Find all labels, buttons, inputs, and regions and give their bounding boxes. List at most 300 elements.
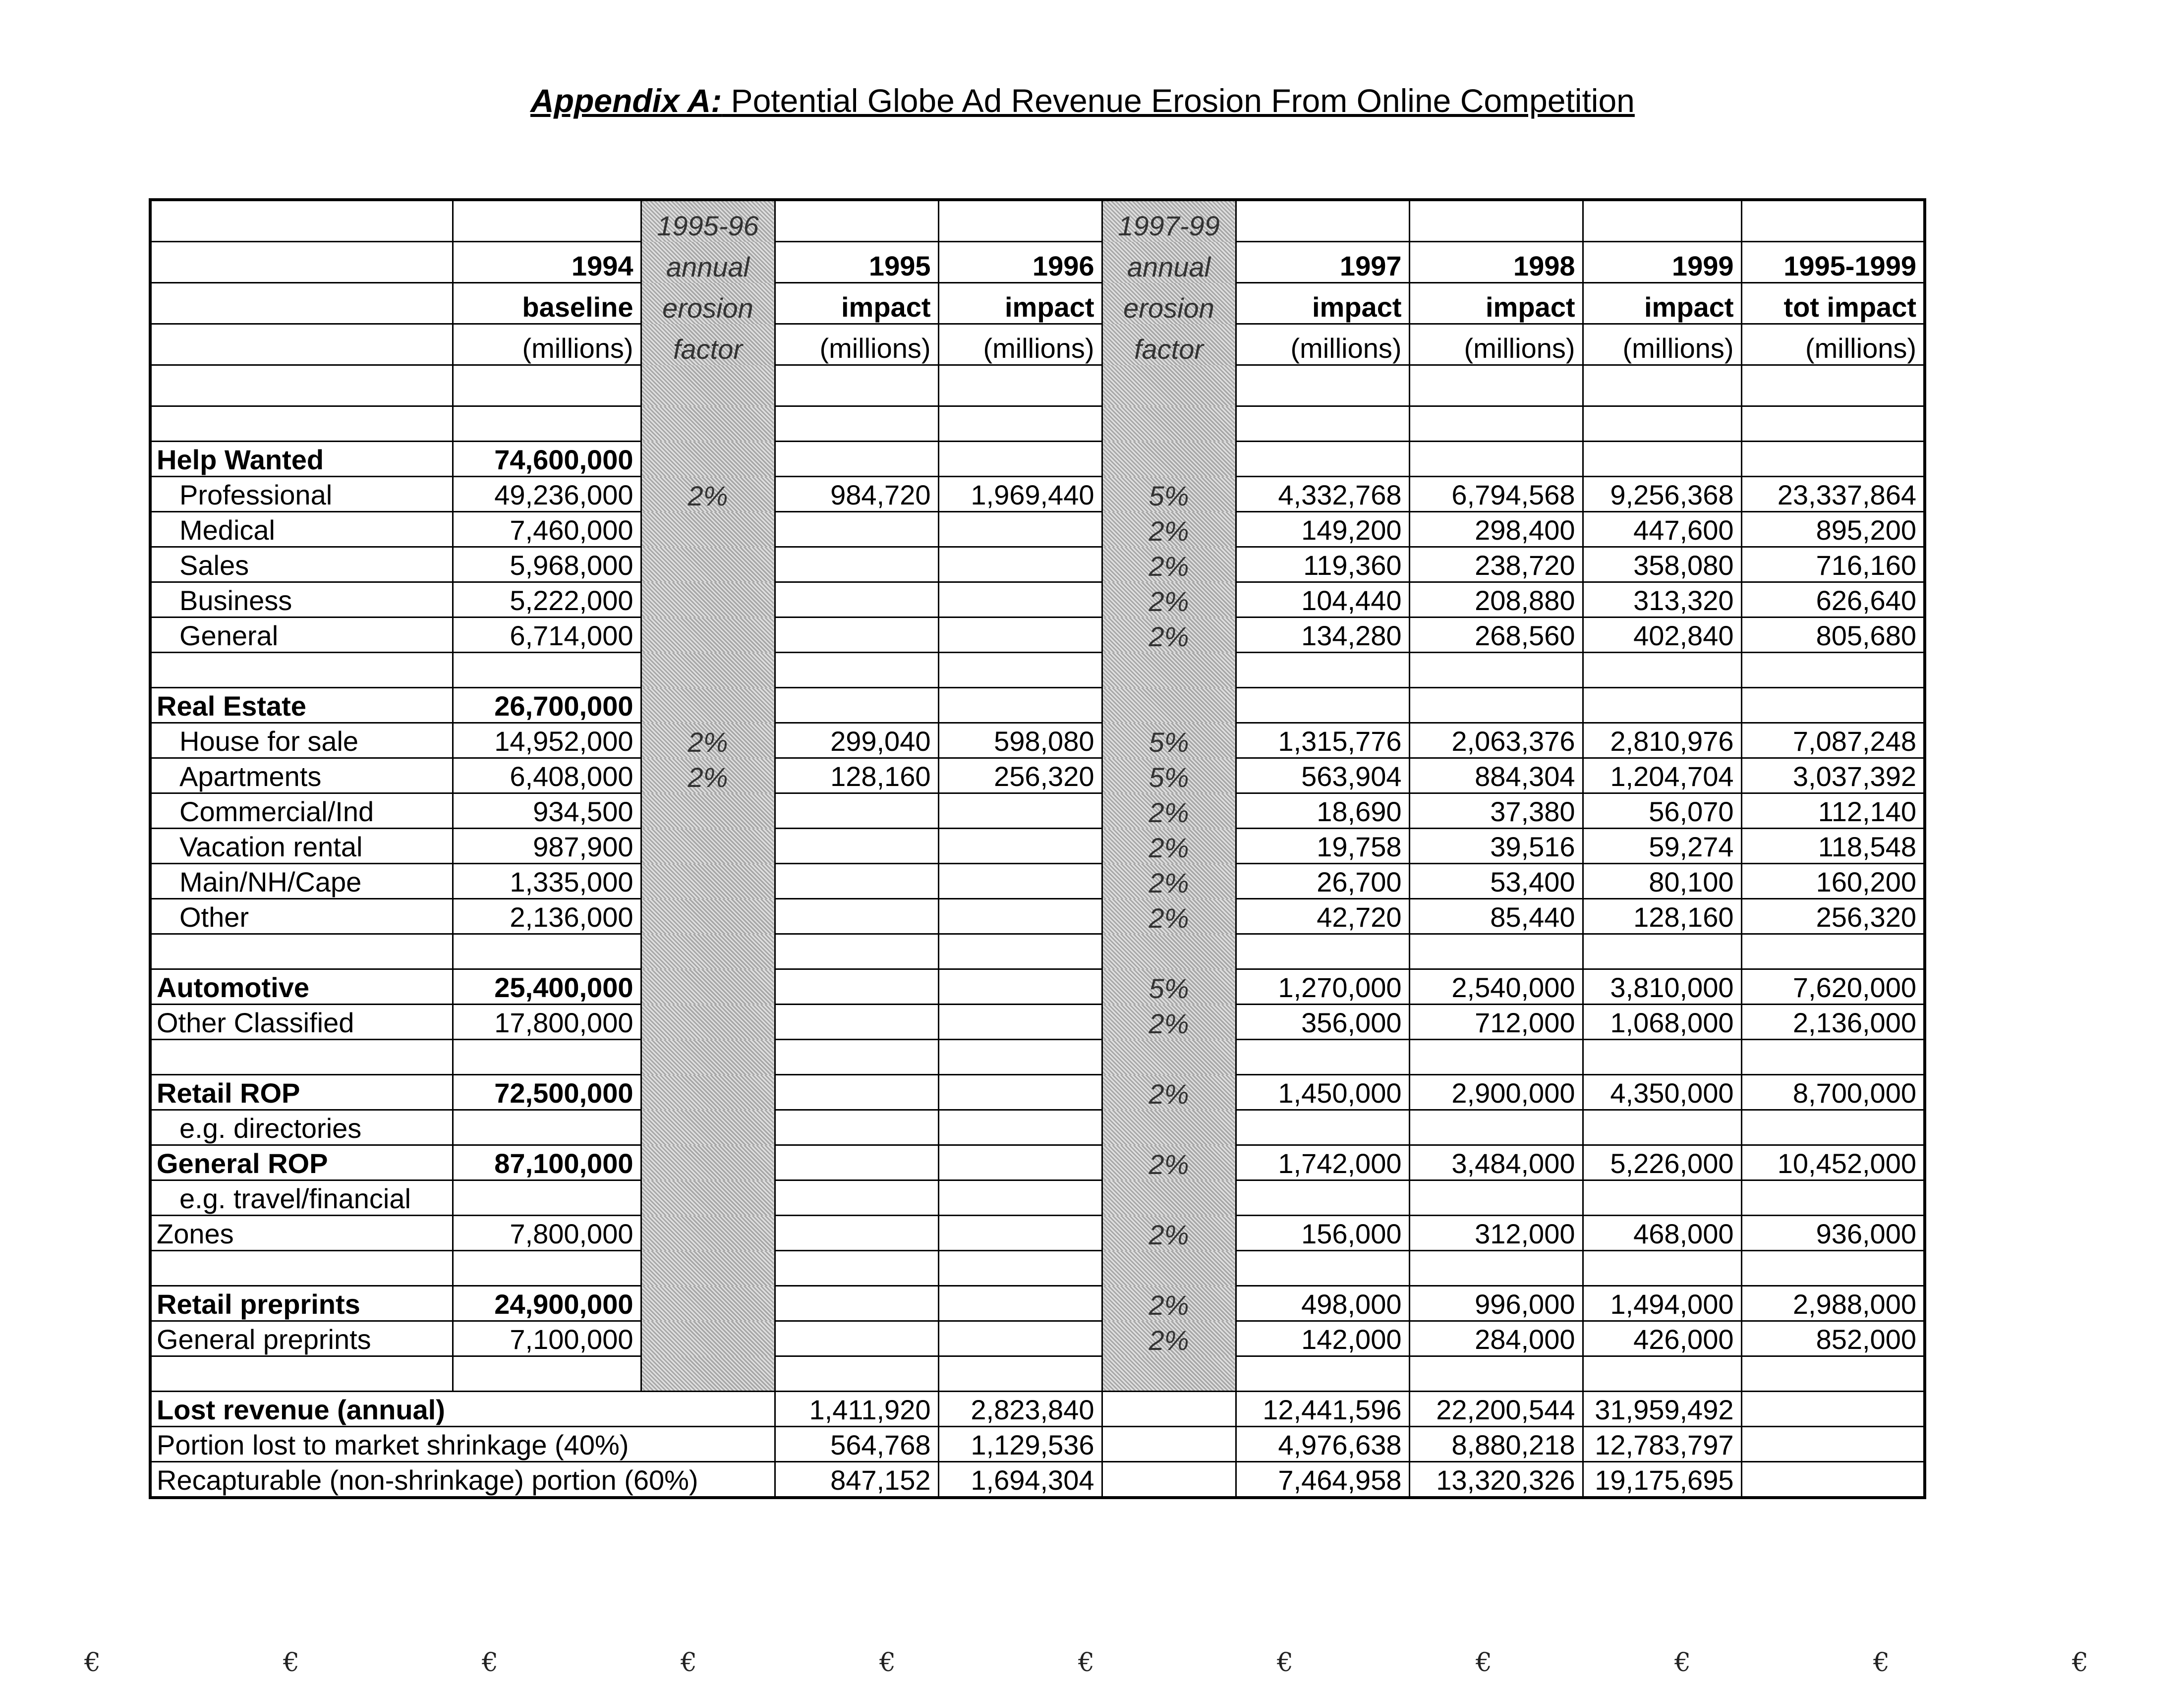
value-cell	[453, 1110, 641, 1145]
header-row	[150, 365, 1925, 406]
summary-value: 8,880,218	[1409, 1427, 1583, 1462]
value-cell: 42,720	[1236, 899, 1409, 934]
value-cell	[775, 512, 938, 547]
value-cell: 7,460,000	[453, 512, 641, 547]
value-cell: 1,204,704	[1583, 758, 1741, 793]
column-header: 1998	[1409, 242, 1583, 283]
erosion-factor-cell	[641, 1145, 775, 1180]
value-cell: 1,335,000	[453, 864, 641, 899]
empty-cell	[1583, 1356, 1741, 1392]
summary-value	[1741, 1392, 1925, 1427]
margin-mark: €	[879, 1648, 896, 1678]
value-cell: 9,256,368	[1583, 477, 1741, 512]
value-cell: 2,900,000	[1409, 1075, 1583, 1110]
column-header: (millions)	[453, 324, 641, 365]
table-row	[150, 1145, 1925, 1180]
title-lead: Appendix A:	[530, 82, 722, 119]
value-cell: 119,360	[1236, 547, 1409, 582]
value-cell: 80,100	[1583, 864, 1741, 899]
empty-cell	[938, 1040, 1102, 1075]
value-cell: 8,700,000	[1741, 1075, 1925, 1110]
value-cell: 852,000	[1741, 1321, 1925, 1356]
value-cell: 312,000	[1409, 1216, 1583, 1251]
erosion-factor-cell	[641, 899, 775, 934]
value-cell: 74,600,000	[453, 442, 641, 477]
value-cell	[1583, 1180, 1741, 1216]
header-row	[150, 200, 1925, 242]
row-label: Other Classified	[150, 1005, 453, 1040]
value-cell: 72,500,000	[453, 1075, 641, 1110]
row-label: e.g. travel/financial	[150, 1180, 453, 1216]
table-row	[150, 1005, 1925, 1040]
erosion-factor-cell	[1102, 1040, 1236, 1075]
erosion-factor-cell: 2%	[641, 758, 775, 793]
margin-mark: €	[283, 1648, 300, 1678]
erosion-factor-cell	[641, 793, 775, 829]
summary-row	[150, 1392, 1925, 1427]
erosion-factor-header: annual	[641, 242, 775, 283]
value-cell: 160,200	[1741, 864, 1925, 899]
row-label: Vacation rental	[150, 829, 453, 864]
column-header: (millions)	[1583, 324, 1741, 365]
value-cell: 7,800,000	[453, 1216, 641, 1251]
erosion-factor-cell	[641, 1286, 775, 1321]
summary-value: 2,823,840	[938, 1392, 1102, 1427]
summary-value: 1,129,536	[938, 1427, 1102, 1462]
value-cell	[775, 1145, 938, 1180]
erosion-factor-cell: 2%	[641, 723, 775, 758]
value-cell: 2,063,376	[1409, 723, 1583, 758]
summary-value: 13,320,326	[1409, 1462, 1583, 1498]
margin-mark: €	[1476, 1648, 1493, 1678]
value-cell	[775, 1321, 938, 1356]
empty-cell	[775, 1356, 938, 1392]
value-cell	[938, 899, 1102, 934]
column-header	[1583, 200, 1741, 242]
value-cell: 53,400	[1409, 864, 1583, 899]
summary-value	[1741, 1427, 1925, 1462]
column-header: impact	[938, 283, 1102, 324]
erosion-factor-header: annual	[1102, 242, 1236, 283]
empty-cell	[1583, 406, 1741, 442]
value-cell	[775, 442, 938, 477]
value-cell	[938, 793, 1102, 829]
column-header: baseline	[453, 283, 641, 324]
value-cell	[938, 829, 1102, 864]
column-header	[775, 365, 938, 406]
value-cell: 17,800,000	[453, 1005, 641, 1040]
column-header	[1409, 365, 1583, 406]
row-label: Main/NH/Cape	[150, 864, 453, 899]
column-header	[453, 365, 641, 406]
erosion-factor-cell: 2%	[641, 477, 775, 512]
spacer-row	[150, 406, 1925, 442]
value-cell: 118,548	[1741, 829, 1925, 864]
summary-row	[150, 1427, 1925, 1462]
erosion-factor-cell	[641, 1075, 775, 1110]
empty-cell	[1741, 653, 1925, 688]
row-label: Commercial/Ind	[150, 793, 453, 829]
summary-value: 19,175,695	[1583, 1462, 1741, 1498]
erosion-factor-header	[641, 365, 775, 406]
erosion-factor-cell: 2%	[1102, 582, 1236, 617]
column-header: 1999	[1583, 242, 1741, 283]
value-cell: 256,320	[1741, 899, 1925, 934]
table-row	[150, 1216, 1925, 1251]
value-cell	[938, 1005, 1102, 1040]
value-cell: 996,000	[1409, 1286, 1583, 1321]
value-cell	[775, 829, 938, 864]
value-cell: 298,400	[1409, 512, 1583, 547]
value-cell	[938, 582, 1102, 617]
erosion-factor-cell	[641, 512, 775, 547]
empty-cell	[775, 934, 938, 969]
column-header: impact	[1409, 283, 1583, 324]
empty-cell	[1741, 1040, 1925, 1075]
margin-mark: €	[1674, 1648, 1691, 1678]
table-row	[150, 1180, 1925, 1216]
value-cell	[775, 864, 938, 899]
value-cell: 87,100,000	[453, 1145, 641, 1180]
table-row	[150, 864, 1925, 899]
column-header	[775, 200, 938, 242]
value-cell: 358,080	[1583, 547, 1741, 582]
erosion-factor-cell: 5%	[1102, 723, 1236, 758]
value-cell: 128,160	[1583, 899, 1741, 934]
value-cell: 134,280	[1236, 617, 1409, 653]
value-cell	[938, 512, 1102, 547]
value-cell: 1,494,000	[1583, 1286, 1741, 1321]
value-cell	[1409, 688, 1583, 723]
value-cell	[775, 899, 938, 934]
row-label: Other	[150, 899, 453, 934]
empty-cell	[775, 1251, 938, 1286]
value-cell: 6,408,000	[453, 758, 641, 793]
value-cell: 987,900	[453, 829, 641, 864]
value-cell: 24,900,000	[453, 1286, 641, 1321]
empty-cell	[775, 406, 938, 442]
erosion-factor-cell: 2%	[1102, 864, 1236, 899]
header-blank	[150, 200, 453, 242]
value-cell: 299,040	[775, 723, 938, 758]
value-cell: 3,484,000	[1409, 1145, 1583, 1180]
header-blank	[150, 283, 453, 324]
value-cell: 1,450,000	[1236, 1075, 1409, 1110]
value-cell: 23,337,864	[1741, 477, 1925, 512]
value-cell: 447,600	[1583, 512, 1741, 547]
value-cell	[775, 617, 938, 653]
empty-cell	[453, 1251, 641, 1286]
value-cell: 936,000	[1741, 1216, 1925, 1251]
erosion-factor-header: factor	[641, 324, 775, 365]
erosion-factor-header: 1997-99	[1102, 200, 1236, 242]
erosion-factor-cell	[1102, 406, 1236, 442]
value-cell: 2,136,000	[453, 899, 641, 934]
empty-cell	[938, 406, 1102, 442]
value-cell	[938, 1110, 1102, 1145]
value-cell: 895,200	[1741, 512, 1925, 547]
value-cell: 934,500	[453, 793, 641, 829]
empty-cell	[150, 1356, 453, 1392]
summary-value: 847,152	[775, 1462, 938, 1498]
erosion-factor-header: erosion	[1102, 283, 1236, 324]
empty-cell	[453, 934, 641, 969]
erosion-factor-cell: 2%	[1102, 512, 1236, 547]
empty-cell	[1236, 1251, 1409, 1286]
value-cell	[938, 969, 1102, 1005]
summary-value: 12,783,797	[1583, 1427, 1741, 1462]
value-cell	[453, 1180, 641, 1216]
erosion-factor-cell: 2%	[1102, 1075, 1236, 1110]
value-cell	[1409, 1110, 1583, 1145]
table-row	[150, 442, 1925, 477]
erosion-factor-cell	[641, 1356, 775, 1392]
empty-cell	[1102, 1462, 1236, 1498]
erosion-factor-cell	[641, 1180, 775, 1216]
erosion-factor-cell: 2%	[1102, 1145, 1236, 1180]
value-cell: 268,560	[1409, 617, 1583, 653]
value-cell: 26,700	[1236, 864, 1409, 899]
empty-cell	[1102, 1392, 1236, 1427]
empty-cell	[150, 653, 453, 688]
column-header: 1996	[938, 242, 1102, 283]
row-label: General preprints	[150, 1321, 453, 1356]
row-label: Automotive	[150, 969, 453, 1005]
row-label: Zones	[150, 1216, 453, 1251]
value-cell: 356,000	[1236, 1005, 1409, 1040]
erosion-factor-cell	[1102, 1251, 1236, 1286]
erosion-factor-cell	[641, 1110, 775, 1145]
value-cell	[775, 582, 938, 617]
spacer-row	[150, 934, 1925, 969]
table-row	[150, 1286, 1925, 1321]
empty-cell	[1741, 934, 1925, 969]
empty-cell	[938, 1356, 1102, 1392]
value-cell: 712,000	[1409, 1005, 1583, 1040]
value-cell: 1,270,000	[1236, 969, 1409, 1005]
empty-cell	[1236, 1356, 1409, 1392]
empty-cell	[938, 1251, 1102, 1286]
row-label: Professional	[150, 477, 453, 512]
summary-value: 564,768	[775, 1427, 938, 1462]
value-cell	[1583, 1110, 1741, 1145]
empty-cell	[1236, 934, 1409, 969]
column-header: 1995-1999	[1741, 242, 1925, 283]
row-label: Sales	[150, 547, 453, 582]
erosion-factor-cell	[641, 1216, 775, 1251]
table-row	[150, 477, 1925, 512]
value-cell	[775, 1180, 938, 1216]
row-label: Apartments	[150, 758, 453, 793]
value-cell	[1236, 1110, 1409, 1145]
value-cell	[1583, 442, 1741, 477]
erosion-factor-cell	[1102, 934, 1236, 969]
erosion-factor-cell: 2%	[1102, 829, 1236, 864]
margin-mark: €	[1078, 1648, 1095, 1678]
table-row	[150, 1110, 1925, 1145]
empty-cell	[150, 1040, 453, 1075]
value-cell	[1741, 688, 1925, 723]
header-blank	[150, 242, 453, 283]
empty-cell	[1583, 653, 1741, 688]
value-cell: 598,080	[938, 723, 1102, 758]
value-cell	[775, 969, 938, 1005]
value-cell: 1,742,000	[1236, 1145, 1409, 1180]
erosion-factor-cell	[641, 1040, 775, 1075]
summary-value: 1,411,920	[775, 1392, 938, 1427]
value-cell: 156,000	[1236, 1216, 1409, 1251]
empty-cell	[1409, 934, 1583, 969]
value-cell: 208,880	[1409, 582, 1583, 617]
erosion-factor-cell	[641, 934, 775, 969]
value-cell: 3,810,000	[1583, 969, 1741, 1005]
row-label: e.g. directories	[150, 1110, 453, 1145]
value-cell: 884,304	[1409, 758, 1583, 793]
erosion-factor-cell	[641, 1005, 775, 1040]
value-cell: 7,087,248	[1741, 723, 1925, 758]
column-header: 1994	[453, 242, 641, 283]
erosion-factor-cell: 2%	[1102, 547, 1236, 582]
erosion-factor-cell	[641, 1251, 775, 1286]
value-cell: 39,516	[1409, 829, 1583, 864]
empty-cell	[775, 1040, 938, 1075]
margin-mark: €	[681, 1648, 697, 1678]
margin-mark: €	[84, 1648, 101, 1678]
erosion-factor-cell	[641, 829, 775, 864]
empty-cell	[1583, 1040, 1741, 1075]
erosion-factor-cell	[1102, 442, 1236, 477]
empty-cell	[1409, 1040, 1583, 1075]
erosion-factor-header: erosion	[641, 283, 775, 324]
spacer-row	[150, 1040, 1925, 1075]
table-row	[150, 547, 1925, 582]
value-cell	[938, 688, 1102, 723]
value-cell: 284,000	[1409, 1321, 1583, 1356]
value-cell: 37,380	[1409, 793, 1583, 829]
value-cell: 626,640	[1741, 582, 1925, 617]
column-header: impact	[775, 283, 938, 324]
erosion-factor-cell	[641, 582, 775, 617]
value-cell: 10,452,000	[1741, 1145, 1925, 1180]
title-text: Potential Globe Ad Revenue Erosion From Online Competition	[731, 82, 1635, 119]
column-header	[1409, 200, 1583, 242]
column-header: (millions)	[1409, 324, 1583, 365]
empty-cell	[150, 1251, 453, 1286]
value-cell: 56,070	[1583, 793, 1741, 829]
column-header: impact	[1236, 283, 1409, 324]
empty-cell	[453, 406, 641, 442]
margin-mark: €	[1277, 1648, 1294, 1678]
erosion-factor-cell	[641, 406, 775, 442]
column-header: (millions)	[1236, 324, 1409, 365]
value-cell	[938, 864, 1102, 899]
column-header	[1741, 200, 1925, 242]
value-cell: 563,904	[1236, 758, 1409, 793]
column-header: (millions)	[1741, 324, 1925, 365]
header-row	[150, 283, 1925, 324]
value-cell: 6,794,568	[1409, 477, 1583, 512]
erosion-factor-cell	[641, 547, 775, 582]
empty-cell	[453, 1040, 641, 1075]
summary-label: Portion lost to market shrinkage (40%)	[150, 1427, 775, 1462]
empty-cell	[453, 653, 641, 688]
summary-row	[150, 1462, 1925, 1498]
column-header: (millions)	[938, 324, 1102, 365]
value-cell	[1409, 442, 1583, 477]
empty-cell	[150, 406, 453, 442]
value-cell	[775, 1216, 938, 1251]
value-cell: 59,274	[1583, 829, 1741, 864]
erosion-factor-cell: 2%	[1102, 617, 1236, 653]
value-cell	[1236, 1180, 1409, 1216]
revenue-erosion-table	[149, 198, 1926, 1499]
empty-cell	[1409, 406, 1583, 442]
value-cell: 26,700,000	[453, 688, 641, 723]
erosion-factor-cell	[641, 653, 775, 688]
header-blank	[150, 365, 453, 406]
empty-cell	[1102, 1427, 1236, 1462]
value-cell	[775, 688, 938, 723]
value-cell: 149,200	[1236, 512, 1409, 547]
summary-label: Recapturable (non-shrinkage) portion (60%)	[150, 1462, 775, 1498]
value-cell: 984,720	[775, 477, 938, 512]
value-cell	[1409, 1180, 1583, 1216]
column-header: tot impact	[1741, 283, 1925, 324]
column-header	[1583, 365, 1741, 406]
empty-cell	[1236, 406, 1409, 442]
erosion-factor-cell	[641, 442, 775, 477]
value-cell	[1583, 688, 1741, 723]
table-row	[150, 617, 1925, 653]
value-cell	[775, 1286, 938, 1321]
table-row	[150, 688, 1925, 723]
empty-cell	[1409, 1356, 1583, 1392]
row-label: Business	[150, 582, 453, 617]
value-cell: 5,968,000	[453, 547, 641, 582]
value-cell: 805,680	[1741, 617, 1925, 653]
value-cell: 1,315,776	[1236, 723, 1409, 758]
value-cell	[938, 1145, 1102, 1180]
column-header	[1236, 365, 1409, 406]
row-label: Retail ROP	[150, 1075, 453, 1110]
erosion-factor-cell: 2%	[1102, 1005, 1236, 1040]
table-row	[150, 758, 1925, 793]
value-cell: 7,620,000	[1741, 969, 1925, 1005]
empty-cell	[1741, 1251, 1925, 1286]
value-cell: 313,320	[1583, 582, 1741, 617]
column-header	[938, 200, 1102, 242]
value-cell	[938, 1216, 1102, 1251]
column-header	[1236, 200, 1409, 242]
value-cell: 85,440	[1409, 899, 1583, 934]
column-header	[938, 365, 1102, 406]
empty-cell	[1741, 1356, 1925, 1392]
column-header: (millions)	[775, 324, 938, 365]
value-cell: 25,400,000	[453, 969, 641, 1005]
table-row	[150, 829, 1925, 864]
value-cell: 256,320	[938, 758, 1102, 793]
column-header	[1741, 365, 1925, 406]
erosion-factor-header	[1102, 365, 1236, 406]
row-label: Retail preprints	[150, 1286, 453, 1321]
value-cell: 238,720	[1409, 547, 1583, 582]
erosion-factor-header: factor	[1102, 324, 1236, 365]
margin-mark: €	[1873, 1648, 1890, 1678]
empty-cell	[1236, 1040, 1409, 1075]
value-cell: 104,440	[1236, 582, 1409, 617]
empty-cell	[1236, 653, 1409, 688]
value-cell	[938, 442, 1102, 477]
